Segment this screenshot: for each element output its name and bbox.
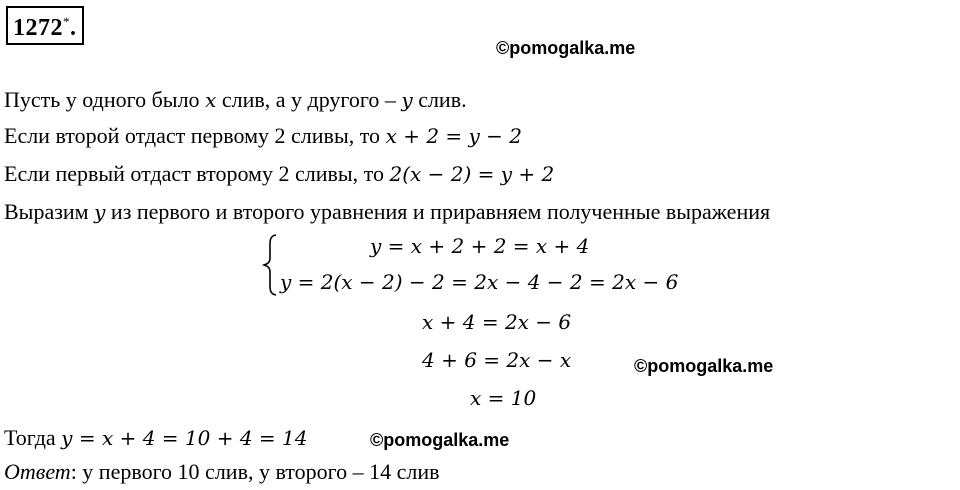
- system-equation-2: y = 2(x − 2) − 2 = 2x − 4 − 2 = 2x − 6: [280, 270, 679, 294]
- then-line: [4, 424, 307, 452]
- text-segment: из первого и второго уравнения и приравняем полученные выражения: [105, 199, 771, 224]
- watermark: ©pomogalka.me: [496, 38, 636, 58]
- system-brace: [262, 234, 278, 296]
- problem-dot: .: [70, 15, 77, 41]
- text-line-2: [4, 122, 522, 150]
- watermark: ©pomogalka.me: [634, 356, 774, 376]
- text-line-3: [4, 160, 554, 188]
- math-var: y: [94, 200, 106, 224]
- text-line-4: [4, 198, 770, 226]
- step-equation-1: x + 4 = 2x − 6: [422, 310, 572, 334]
- text-line-1: [4, 86, 467, 114]
- text-segment: Пусть у одного было: [4, 87, 206, 112]
- answer-label: Ответ: [4, 459, 71, 484]
- text-segment: Если второй отдаст первому 2 сливы, то: [4, 123, 386, 148]
- text-segment: Тогда: [4, 425, 62, 450]
- problem-number-badge: [6, 6, 84, 45]
- problem-mark: *: [63, 14, 70, 29]
- text-segment: слив, а у другого –: [216, 87, 402, 112]
- math-var: y: [401, 88, 413, 112]
- system-equation-1: y = x + 2 + 2 = x + 4: [370, 234, 590, 258]
- math-equation: x + 2 = y − 2: [385, 124, 523, 148]
- answer-line: [4, 458, 440, 486]
- step-equation-2: 4 + 6 = 2x − x: [422, 348, 572, 372]
- text-segment: слив.: [412, 87, 467, 112]
- math-equation: y = x + 4 = 10 + 4 = 14: [61, 426, 308, 450]
- step-equation-3: x = 10: [470, 386, 537, 410]
- math-var: x: [205, 88, 217, 112]
- math-equation: 2(x − 2) = y + 2: [389, 162, 555, 186]
- text-segment: Выразим: [4, 199, 95, 224]
- text-segment: Если первый отдаст второму 2 сливы, то: [4, 161, 390, 186]
- watermark: ©pomogalka.me: [370, 430, 510, 450]
- problem-number: 1272: [13, 15, 63, 41]
- answer-text: : у первого 10 слив, у второго – 14 слив: [70, 459, 440, 484]
